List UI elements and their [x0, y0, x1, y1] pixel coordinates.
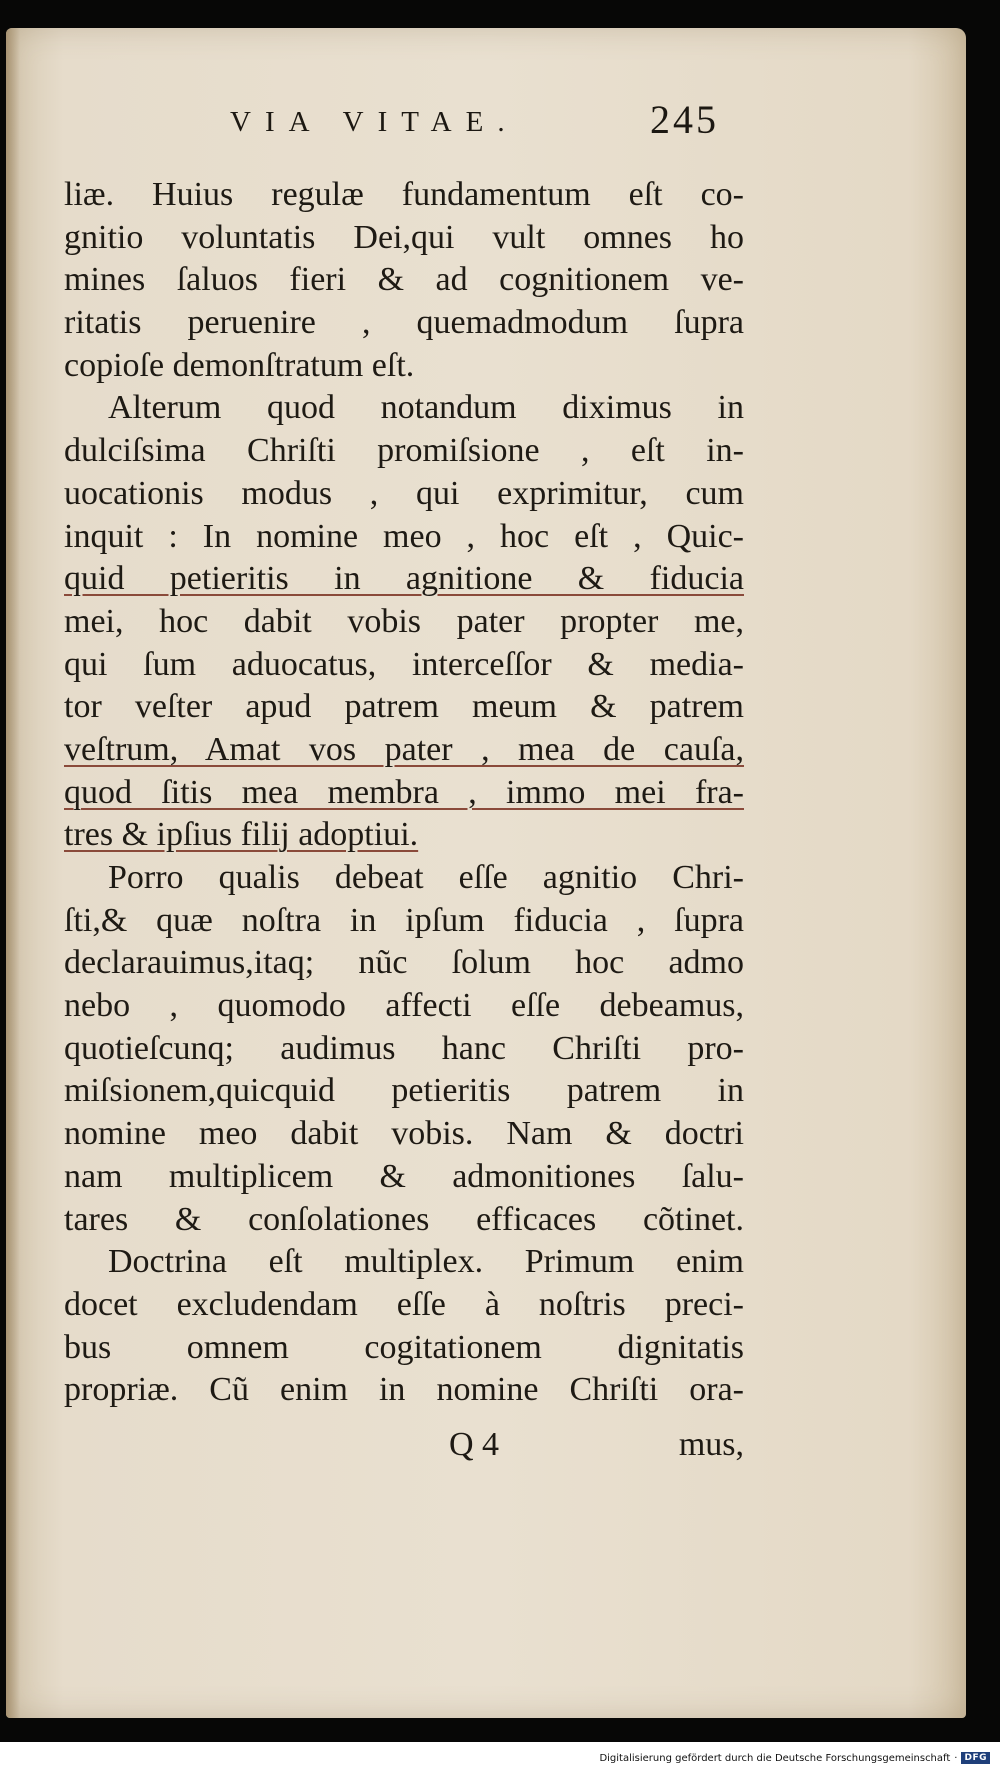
credit-text: Digitalisierung gefördert durch die Deutsche Forschungsgemeinschaft	[599, 1752, 951, 1764]
text-line: tares & conſolationes efficaces cõtinet.	[64, 1200, 744, 1238]
text-line: mines ſaluos fieri & ad cognitionem ve-	[64, 261, 744, 299]
dfg-logo: DFG	[961, 1752, 990, 1764]
text-line: quotieſcunq; audimus hanc Chriſti pro-	[64, 1029, 744, 1067]
text-line: gnitio voluntatis Dei,qui vult omnes ho	[64, 218, 744, 256]
text-line: uocationis modus , qui exprimitur, cum	[64, 474, 744, 512]
paragraph-start-line: Porro qualis debeat eſſe agnitio Chri-	[108, 859, 744, 896]
underlined-text-line: quod ſitis mea membra , immo mei fra-	[64, 773, 744, 811]
text-line: inquit : In nomine meo , hoc eſt , Quic-	[64, 517, 744, 555]
underlined-text-line: quid petieritis in agnitione & fiducia	[64, 560, 744, 598]
signature-mark: Q 4	[449, 1426, 500, 1463]
text-line: copioſe demonſtratum eſt.	[64, 346, 415, 384]
body-text	[64, 174, 744, 1412]
text-line: tor veſter apud patrem meum & patrem	[64, 688, 744, 726]
text-line: docet excludendam eſſe à noſtris preci-	[64, 1285, 744, 1323]
signature-line	[64, 1426, 744, 1476]
text-line: ritatis peruenire , quemadmodum ſupra	[64, 304, 744, 342]
text-line: mei, hoc dabit vobis pater propter me,	[64, 602, 744, 640]
running-title: VIA VITAE.	[230, 106, 519, 138]
book-page	[6, 28, 966, 1718]
text-line: declarauimus,itaq; nũc ſolum hoc admo	[64, 944, 744, 982]
underlined-text-line: veſtrum, Amat vos pater , mea de cauſa,	[64, 730, 744, 768]
text-line: nebo , quomodo affecti eſſe debeamus,	[64, 987, 744, 1025]
paragraph-start-line: Alterum quod notandum diximus in	[108, 389, 744, 427]
paragraph-start-line: Doctrina eſt multiplex. Primum enim	[108, 1243, 744, 1281]
underlined-text-line: tres & ipſius filij adoptiui.	[64, 816, 419, 854]
text-line: dulciſsima Chriſti promiſsione , eſt in-	[64, 432, 744, 470]
text-line: nomine meo dabit vobis. Nam & doctri	[64, 1115, 744, 1153]
page-number: 245	[650, 97, 719, 142]
text-line: propriæ. Cũ enim in nomine Chriſti ora-	[64, 1371, 744, 1409]
text-line: qui ſum aduocatus, interceſſor & media-	[64, 645, 744, 683]
text-line: miſsionem,quicquid petieritis patrem in	[64, 1072, 744, 1110]
text-line: bus omnem cogitationem dignitatis	[64, 1328, 744, 1366]
text-line: nam multiplicem & admonitiones ſalu-	[64, 1157, 744, 1195]
page-gutter-edge	[6, 28, 20, 1718]
digitization-credit	[599, 1750, 990, 1766]
text-line: ſti,& quæ noſtra in ipſum fiducia , ſupra	[64, 901, 744, 939]
text-line: liæ. Huius regulæ fundamentum eſt co-	[64, 176, 744, 213]
catchword: mus,	[678, 1426, 744, 1463]
running-head	[64, 98, 744, 158]
credit-separator: ·	[954, 1752, 958, 1764]
